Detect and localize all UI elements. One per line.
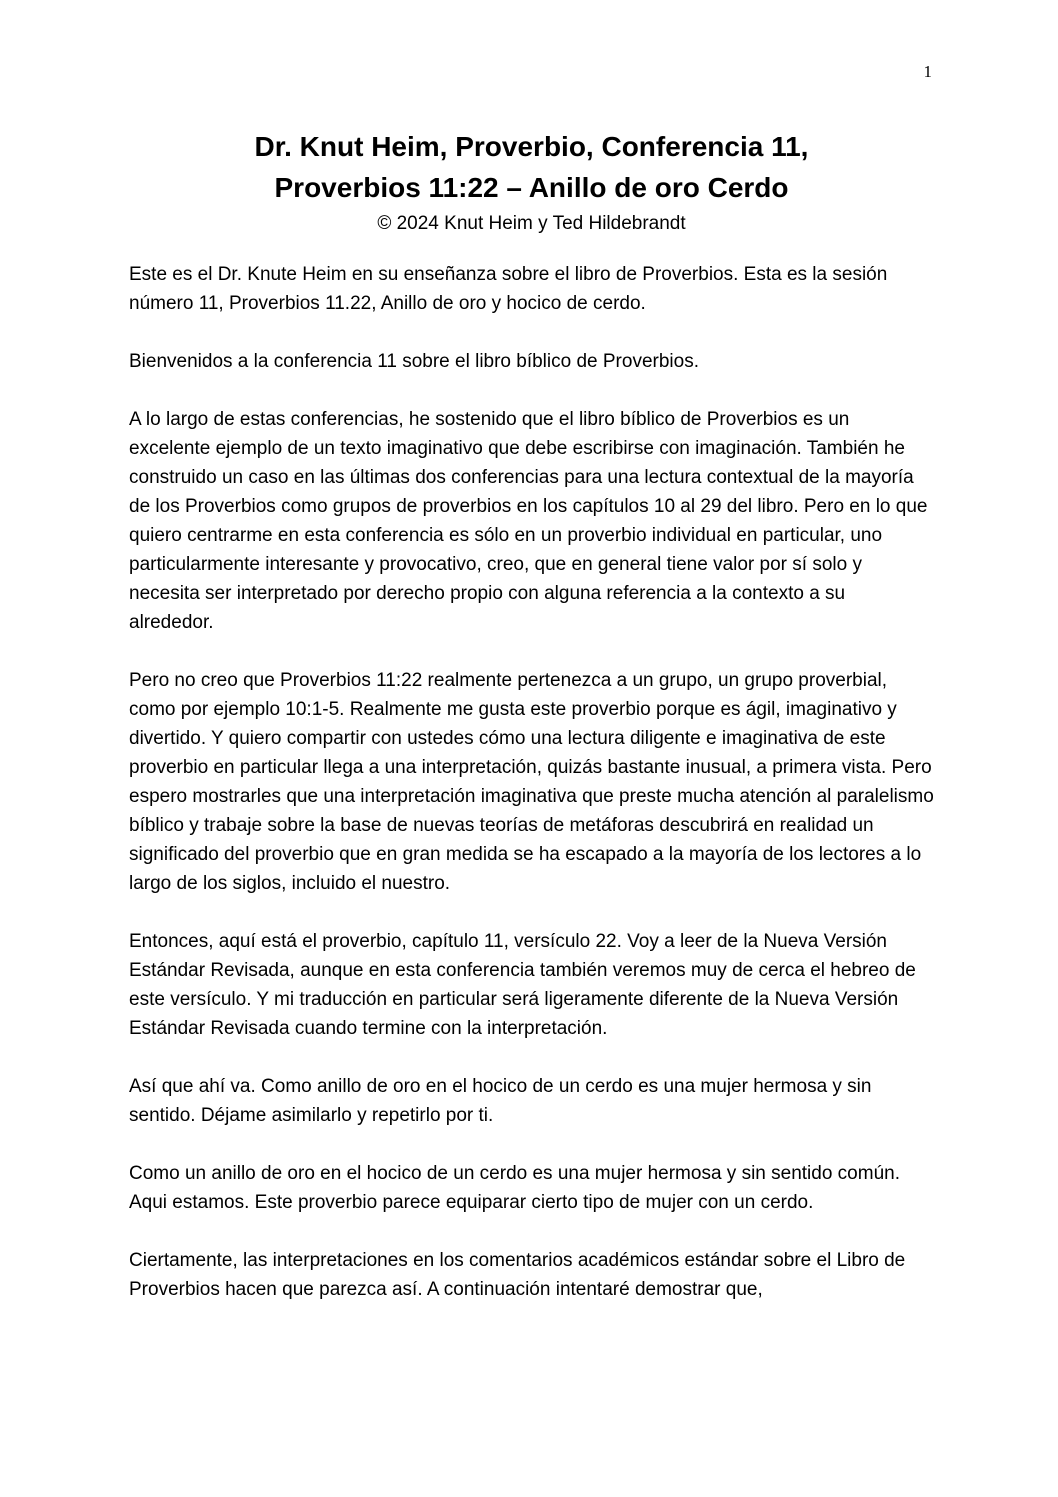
page-number: 1 <box>923 62 932 81</box>
paragraph: Pero no creo que Proverbios 11:22 realmente pertenezca a un grupo, un grupo proverbial, como por ejemplo 10:1-5. Realmente me gusta este proverbio porque es ágil, imaginativo y divertido. Y quiero compartir con ustedes cómo una lectura diligente e imaginativa de este proverbio en particular llega a una interpretación, quizás bastante inusual, a primera vista. Pero espero mostrarles que una interpretación imaginativa que preste mucha atención al paralelismo bíblico y trabaje sobre la base de nuevas teorías de metáforas descubrirá en realidad un significado del proverbio que en gran medida se ha escapado a la mayoría de los lectores a lo largo de los siglos, incluido el nuestro. <box>129 670 934 894</box>
paragraph: Como un anillo de oro en el hocico de un cerdo es una mujer hermosa y sin sentido común. Aqui estamos. Este proverbio parece equiparar cierto tipo de mujer con un cerdo. <box>129 1163 900 1213</box>
paragraph: Ciertamente, las interpretaciones en los comentarios académicos estándar sobre el Libro de Proverbios hacen que parezca así. A continuación intentaré demostrar que, <box>129 1250 906 1300</box>
document-content <box>129 126 934 1333</box>
copyright-line: © 2024 Knut Heim y Ted Hildebrandt <box>377 213 686 234</box>
document-title <box>129 126 934 208</box>
paragraph: Bienvenidos a la conferencia 11 sobre el libro bíblico de Proverbios. <box>129 351 699 372</box>
paragraph: Este es el Dr. Knute Heim en su enseñanza sobre el libro de Proverbios. Esta es la sesión número 11, Proverbios 11.22, Anillo de oro y hocico de cerdo. <box>129 264 888 314</box>
paragraph: Así que ahí va. Como anillo de oro en el hocico de un cerdo es una mujer hermosa y sin sentido. Déjame asimilarlo y repetirlo por ti. <box>129 1076 872 1126</box>
paragraph: A lo largo de estas conferencias, he sostenido que el libro bíblico de Proverbios es un excelente ejemplo de un texto imaginativo que debe escribirse con imaginación. También he construido un caso en las últimas dos conferencias para una lectura contextual de la mayoría de los Proverbios como grupos de proverbios en los capítulos 10 al 29 del libro. Pero en lo que quiero centrarme en esta conferencia es sólo en un proverbio individual en particular, uno particularmente interesante y provocativo, creo, que en general tiene valor por sí solo y necesita ser interpretado por derecho propio con alguna referencia a la contexto a su alrededor. <box>129 409 928 633</box>
title-line-2: Proverbios 11:22 – Anillo de oro Cerdo <box>274 172 789 203</box>
title-line-1: Dr. Knut Heim, Proverbio, Conferencia 11, <box>254 131 809 162</box>
paragraph: Entonces, aquí está el proverbio, capítulo 11, versículo 22. Voy a leer de la Nueva Versión Estándar Revisada, aunque en esta conferencia también veremos muy de cerca el hebreo de este versículo. Y mi traducción en particular será ligeramente diferente de la Nueva Versión Estándar Revisada cuando termine con la interpretación. <box>129 931 916 1039</box>
document-body <box>129 260 934 1304</box>
